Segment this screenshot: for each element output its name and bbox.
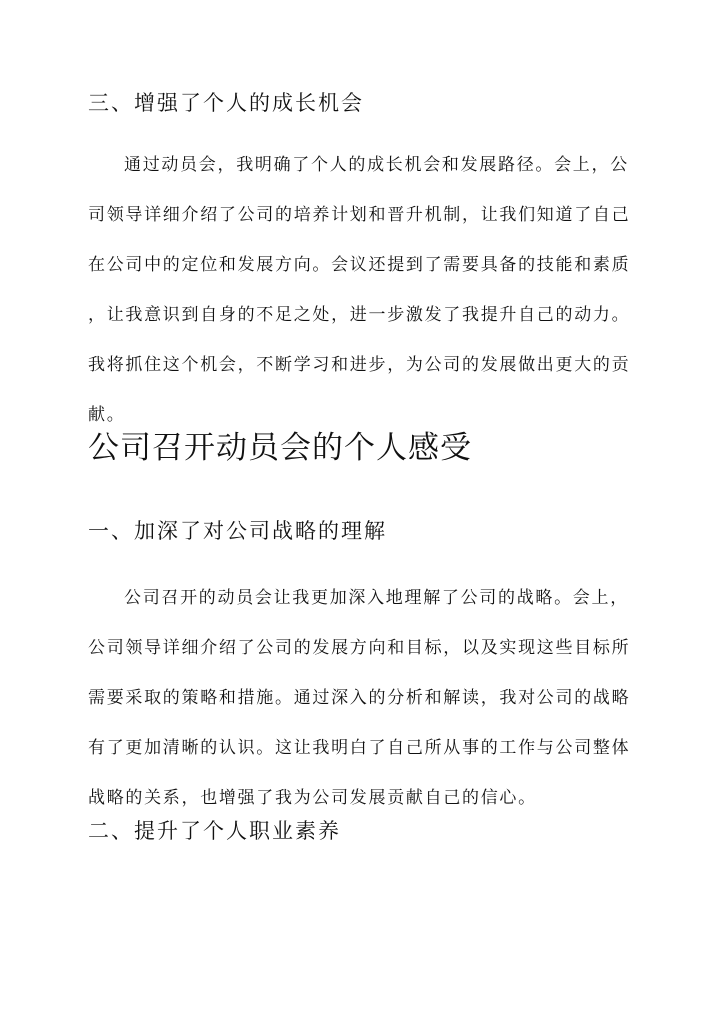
paragraph-line: 公司召开的动员会让我更加深入地理解了公司的战略。会上， (124, 588, 629, 608)
paragraph-line: ，让我意识到自身的不足之处，进一步激发了我提升自己的动力。 (88, 305, 631, 325)
paragraph-line: 战略的关系，也增强了我为公司发展贡献自己的信心。 (88, 788, 537, 808)
paragraph-line: 在公司中的定位和发展方向。会议还提到了需要具备的技能和素质 (88, 255, 631, 275)
section-3-paragraph (88, 140, 633, 440)
article-title: 公司召开动员会的个人感受 (88, 430, 472, 466)
section-heading-3: 三、增强了个人的成长机会 (88, 91, 364, 115)
paragraph-line: 我将抓住这个机会，不断学习和进步，为公司的发展做出更大的贡 (88, 355, 631, 375)
section-heading-1: 一、加深了对公司战略的理解 (88, 519, 387, 543)
section-heading-2: 二、提升了个人职业素养 (88, 819, 341, 843)
paragraph-line: 公司领导详细介绍了公司的发展方向和目标，以及实现这些目标所 (88, 638, 631, 658)
section-1-paragraph (88, 573, 633, 823)
paragraph-line: 需要采取的策略和措施。通过深入的分析和解读，我对公司的战略 (88, 688, 631, 708)
paragraph-line: 献。 (88, 405, 126, 425)
paragraph-line: 有了更加清晰的认识。这让我明白了自己所从事的工作与公司整体 (88, 738, 631, 758)
paragraph-line: 通过动员会，我明确了个人的成长机会和发展路径。会上，公 (124, 155, 629, 175)
paragraph-line: 司领导详细介绍了公司的培养计划和晋升机制，让我们知道了自己 (88, 205, 631, 225)
